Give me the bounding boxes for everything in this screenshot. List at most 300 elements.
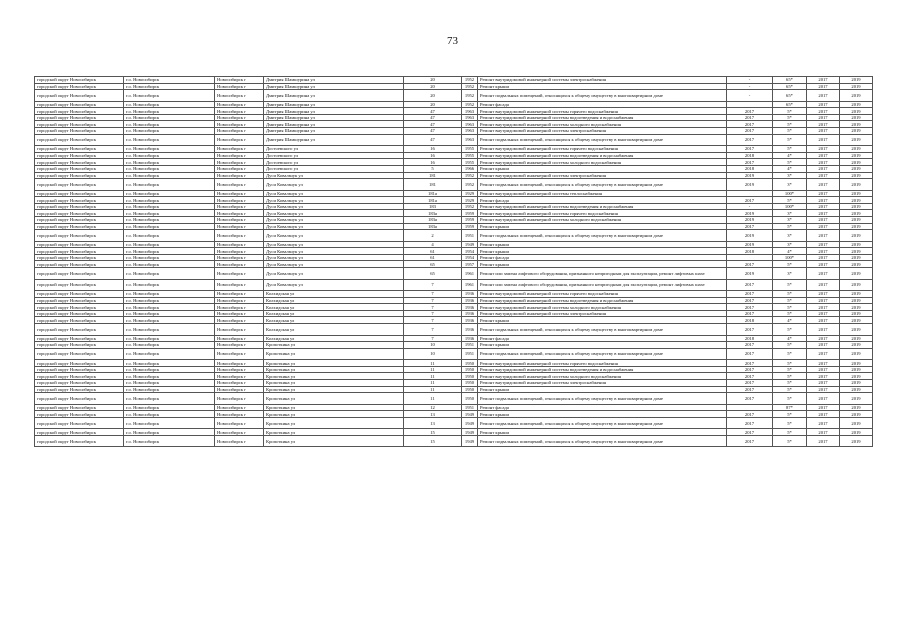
planned-year-cell: 2017 — [727, 197, 773, 204]
wear-cell: 5* — [773, 279, 807, 291]
build-year-cell: 1952 — [462, 90, 478, 102]
district-cell: г.о. Новосибирск — [124, 241, 215, 248]
district-cell: г.о. Новосибирск — [124, 335, 215, 342]
build-year-cell: 1957 — [462, 261, 478, 268]
district-cell: г.о. Новосибирск — [124, 190, 215, 197]
planned-year-cell — [727, 254, 773, 261]
district-cell: г.о. Новосибирск — [124, 304, 215, 311]
house-number-cell: 7 — [404, 304, 462, 311]
district-cell: г.о. Новосибирск — [124, 128, 215, 135]
house-number-cell: 65 — [404, 268, 462, 280]
settlement-cell: Новосибирск г — [215, 152, 264, 159]
district-cell: г.о. Новосибирск — [124, 83, 215, 90]
period-start-cell: 2017 — [807, 324, 840, 336]
build-year-cell: 1950 — [462, 360, 478, 367]
build-year-cell: 1959 — [462, 210, 478, 217]
planned-year-cell: 2019 — [727, 268, 773, 280]
work-type-cell: Ремонт крыши — [478, 241, 727, 248]
municipality-cell: городской округ Новосибирск — [35, 210, 124, 217]
table-row — [35, 248, 873, 255]
table-row — [35, 230, 873, 242]
street-cell: Дмитрия Шамшурина ул — [264, 121, 404, 128]
municipality-cell: городской округ Новосибирск — [35, 304, 124, 311]
build-year-cell: 1952 — [462, 203, 478, 210]
period-start-cell: 2017 — [807, 386, 840, 393]
build-year-cell: 1949 — [462, 435, 478, 447]
planned-year-cell: 2017 — [727, 159, 773, 166]
house-number-cell: 12 — [404, 404, 462, 411]
table-row — [35, 342, 873, 349]
municipality-cell: городской округ Новосибирск — [35, 373, 124, 380]
house-number-cell: 183 — [404, 203, 462, 210]
house-number-cell: 183а — [404, 223, 462, 230]
work-type-cell: Ремонт внутридомовой инженерной системы водоотведения и водоснабжения — [478, 203, 727, 210]
period-end-cell: 2019 — [840, 366, 873, 373]
street-cell: Кропоткина ул — [264, 342, 404, 349]
street-cell: Дмитрия Шамшурина ул — [264, 114, 404, 121]
period-end-cell: 2019 — [840, 108, 873, 115]
wear-cell: 3* — [773, 210, 807, 217]
table-row — [35, 268, 873, 280]
wear-cell: 5* — [773, 114, 807, 121]
planned-year-cell: 2017 — [727, 121, 773, 128]
table-row — [35, 210, 873, 217]
planned-year-cell: 2019 — [727, 241, 773, 248]
wear-cell: 3* — [773, 268, 807, 280]
street-cell: Достоевского ул — [264, 152, 404, 159]
table-row — [35, 90, 873, 102]
house-number-cell: 47 — [404, 108, 462, 115]
period-end-cell: 2019 — [840, 348, 873, 360]
district-cell: г.о. Новосибирск — [124, 254, 215, 261]
work-type-cell: Ремонт внутридомовой инженерной системы электроснабжения — [478, 77, 727, 84]
work-type-cell: Ремонт внутридомовой инженерной системы электроснабжения — [478, 310, 727, 317]
municipality-cell: городской округ Новосибирск — [35, 77, 124, 84]
work-type-cell: Ремонт внутридомовой инженерной системы электроснабжения — [478, 128, 727, 135]
street-cell: Дуси Ковальчук ул — [264, 197, 404, 204]
period-start-cell: 2017 — [807, 121, 840, 128]
period-start-cell: 2017 — [807, 254, 840, 261]
work-type-cell: Ремонт фасада — [478, 101, 727, 108]
period-start-cell: 2017 — [807, 261, 840, 268]
house-number-cell: 5 — [404, 165, 462, 172]
period-end-cell: 2019 — [840, 134, 873, 146]
page-number: 73 — [447, 35, 458, 47]
municipality-cell: городской округ Новосибирск — [35, 241, 124, 248]
table-row — [35, 128, 873, 135]
work-type-cell: Ремонт или замена лифтового оборудования, признанного непригодным для эксплуатации, ремонт лифтовых шахт — [478, 268, 727, 280]
house-number-cell: 7 — [404, 324, 462, 336]
table-row — [35, 254, 873, 261]
build-year-cell: 1954 — [462, 248, 478, 255]
period-start-cell: 2017 — [807, 203, 840, 210]
work-type-cell: Ремонт внутридомовой инженерной системы горячего водоснабжения — [478, 108, 727, 115]
wear-cell: 3* — [773, 217, 807, 224]
table-row — [35, 411, 873, 418]
period-start-cell: 2017 — [807, 310, 840, 317]
district-cell: г.о. Новосибирск — [124, 210, 215, 217]
house-number-cell: 16 — [404, 152, 462, 159]
municipality-cell: городской округ Новосибирск — [35, 230, 124, 242]
wear-cell: 3* — [773, 172, 807, 179]
table-row — [35, 108, 873, 115]
period-end-cell: 2019 — [840, 241, 873, 248]
period-end-cell: 2019 — [840, 230, 873, 242]
period-start-cell: 2017 — [807, 90, 840, 102]
period-start-cell: 2017 — [807, 165, 840, 172]
table-row — [35, 83, 873, 90]
house-number-cell: 47 — [404, 134, 462, 146]
table-row — [35, 190, 873, 197]
period-end-cell: 2019 — [840, 411, 873, 418]
street-cell: Колхидская ул — [264, 291, 404, 298]
planned-year-cell: 2017 — [727, 435, 773, 447]
settlement-cell: Новосибирск г — [215, 268, 264, 280]
municipality-cell: городской округ Новосибирск — [35, 254, 124, 261]
municipality-cell: городской округ Новосибирск — [35, 223, 124, 230]
period-end-cell: 2019 — [840, 77, 873, 84]
street-cell: Кропоткина ул — [264, 417, 404, 429]
district-cell: г.о. Новосибирск — [124, 159, 215, 166]
municipality-cell: городской округ Новосибирск — [35, 146, 124, 153]
work-type-cell: Ремонт подвальных помещений, относящихся к общему имуществу в многоквартирном доме — [478, 435, 727, 447]
municipality-cell: городской округ Новосибирск — [35, 429, 124, 436]
build-year-cell: 1949 — [462, 417, 478, 429]
district-cell: г.о. Новосибирск — [124, 134, 215, 146]
wear-cell: 5* — [773, 429, 807, 436]
house-number-cell: 47 — [404, 128, 462, 135]
period-start-cell: 2017 — [807, 373, 840, 380]
period-end-cell: 2019 — [840, 101, 873, 108]
district-cell: г.о. Новосибирск — [124, 261, 215, 268]
build-year-cell: 1951 — [462, 404, 478, 411]
district-cell: г.о. Новосибирск — [124, 360, 215, 367]
district-cell: г.о. Новосибирск — [124, 417, 215, 429]
period-end-cell: 2019 — [840, 179, 873, 191]
house-number-cell: 10 — [404, 342, 462, 349]
settlement-cell: Новосибирск г — [215, 241, 264, 248]
table-row — [35, 159, 873, 166]
house-number-cell: 11 — [404, 366, 462, 373]
district-cell: г.о. Новосибирск — [124, 223, 215, 230]
house-number-cell: 7 — [404, 291, 462, 298]
house-number-cell: 11 — [404, 373, 462, 380]
work-type-cell: Ремонт крыши — [478, 165, 727, 172]
district-cell: г.о. Новосибирск — [124, 366, 215, 373]
wear-cell: 5* — [773, 310, 807, 317]
street-cell: Дуси Ковальчук ул — [264, 268, 404, 280]
build-year-cell: 1950 — [462, 393, 478, 405]
wear-cell: 5* — [773, 380, 807, 387]
wear-cell: 65* — [773, 83, 807, 90]
build-year-cell: 1961 — [462, 268, 478, 280]
street-cell: Достоевского ул — [264, 159, 404, 166]
planned-year-cell: 2017 — [727, 223, 773, 230]
settlement-cell: Новосибирск г — [215, 172, 264, 179]
work-type-cell: Ремонт фасада — [478, 254, 727, 261]
table-row — [35, 386, 873, 393]
street-cell: Кропоткина ул — [264, 429, 404, 436]
wear-cell: 4* — [773, 248, 807, 255]
work-type-cell: Ремонт или замена лифтового оборудования, признанного непригодным для эксплуатации, ремонт лифтовых шахт — [478, 279, 727, 291]
district-cell: г.о. Новосибирск — [124, 217, 215, 224]
house-number-cell: 20 — [404, 101, 462, 108]
house-number-cell: 181 — [404, 172, 462, 179]
table-row — [35, 114, 873, 121]
settlement-cell: Новосибирск г — [215, 404, 264, 411]
settlement-cell: Новосибирск г — [215, 77, 264, 84]
municipality-cell: городской округ Новосибирск — [35, 172, 124, 179]
period-end-cell: 2019 — [840, 380, 873, 387]
municipality-cell: городской округ Новосибирск — [35, 90, 124, 102]
period-start-cell: 2017 — [807, 210, 840, 217]
settlement-cell: Новосибирск г — [215, 197, 264, 204]
build-year-cell: 1949 — [462, 241, 478, 248]
build-year-cell: 1936 — [462, 297, 478, 304]
period-end-cell: 2019 — [840, 128, 873, 135]
district-cell: г.о. Новосибирск — [124, 77, 215, 84]
period-start-cell: 2017 — [807, 417, 840, 429]
period-start-cell: 2017 — [807, 348, 840, 360]
house-number-cell: 4 — [404, 241, 462, 248]
municipality-cell: городской округ Новосибирск — [35, 203, 124, 210]
planned-year-cell — [727, 101, 773, 108]
street-cell: Дуси Ковальчук ул — [264, 254, 404, 261]
wear-cell: 4* — [773, 317, 807, 324]
settlement-cell: Новосибирск г — [215, 310, 264, 317]
planned-year-cell: 2019 — [727, 179, 773, 191]
street-cell: Достоевского ул — [264, 165, 404, 172]
municipality-cell: городской округ Новосибирск — [35, 248, 124, 255]
planned-year-cell: 2018 — [727, 248, 773, 255]
wear-cell: 100* — [773, 254, 807, 261]
work-type-cell: Ремонт внутридомовой инженерной системы холодного водоснабжения — [478, 159, 727, 166]
table-row — [35, 179, 873, 191]
wear-cell: 5* — [773, 411, 807, 418]
wear-cell: 5* — [773, 348, 807, 360]
street-cell: Дуси Ковальчук ул — [264, 261, 404, 268]
planned-year-cell: 2017 — [727, 304, 773, 311]
settlement-cell: Новосибирск г — [215, 324, 264, 336]
period-end-cell: 2019 — [840, 373, 873, 380]
wear-cell: 5* — [773, 324, 807, 336]
period-start-cell: 2017 — [807, 366, 840, 373]
district-cell: г.о. Новосибирск — [124, 348, 215, 360]
build-year-cell: 1929 — [462, 197, 478, 204]
street-cell: Кропоткина ул — [264, 373, 404, 380]
planned-year-cell: 2019 — [727, 230, 773, 242]
settlement-cell: Новосибирск г — [215, 121, 264, 128]
district-cell: г.о. Новосибирск — [124, 435, 215, 447]
settlement-cell: Новосибирск г — [215, 342, 264, 349]
settlement-cell: Новосибирск г — [215, 203, 264, 210]
street-cell: Колхидская ул — [264, 317, 404, 324]
planned-year-cell: 2017 — [727, 297, 773, 304]
street-cell: Дуси Ковальчук ул — [264, 190, 404, 197]
settlement-cell: Новосибирск г — [215, 83, 264, 90]
period-end-cell: 2019 — [840, 268, 873, 280]
wear-cell: 5* — [773, 223, 807, 230]
house-number-cell: 181а — [404, 190, 462, 197]
period-end-cell: 2019 — [840, 114, 873, 121]
work-type-cell: Ремонт крыши — [478, 342, 727, 349]
house-number-cell: 13 — [404, 411, 462, 418]
table-row — [35, 404, 873, 411]
wear-cell: 4* — [773, 335, 807, 342]
planned-year-cell: 2017 — [727, 342, 773, 349]
work-type-cell: Ремонт подвальных помещений, относящихся к общему имуществу в многоквартирном доме — [478, 134, 727, 146]
planned-year-cell: 2017 — [727, 417, 773, 429]
street-cell: Дмитрия Шамшурина ул — [264, 128, 404, 135]
settlement-cell: Новосибирск г — [215, 360, 264, 367]
municipality-cell: городской округ Новосибирск — [35, 217, 124, 224]
settlement-cell: Новосибирск г — [215, 179, 264, 191]
street-cell: Колхидская ул — [264, 297, 404, 304]
period-start-cell: 2017 — [807, 317, 840, 324]
period-end-cell: 2019 — [840, 223, 873, 230]
wear-cell: 5* — [773, 261, 807, 268]
period-start-cell: 2017 — [807, 217, 840, 224]
street-cell: Кропоткина ул — [264, 411, 404, 418]
period-start-cell: 2017 — [807, 335, 840, 342]
period-end-cell: 2019 — [840, 360, 873, 367]
build-year-cell: 1952 — [462, 77, 478, 84]
settlement-cell: Новосибирск г — [215, 366, 264, 373]
period-start-cell: 2017 — [807, 128, 840, 135]
street-cell: Дмитрия Шамшурина ул — [264, 77, 404, 84]
house-number-cell: 11 — [404, 386, 462, 393]
period-start-cell: 2017 — [807, 83, 840, 90]
build-year-cell: 1963 — [462, 134, 478, 146]
settlement-cell: Новосибирск г — [215, 101, 264, 108]
period-start-cell: 2017 — [807, 393, 840, 405]
wear-cell: 5* — [773, 197, 807, 204]
wear-cell: 5* — [773, 108, 807, 115]
planned-year-cell: 2017 — [727, 291, 773, 298]
municipality-cell: городской округ Новосибирск — [35, 291, 124, 298]
work-type-cell: Ремонт подвальных помещений, относящихся к общему имуществу в многоквартирном доме — [478, 90, 727, 102]
build-year-cell: 1963 — [462, 121, 478, 128]
build-year-cell: 1951 — [462, 230, 478, 242]
build-year-cell: 1949 — [462, 411, 478, 418]
planned-year-cell: - — [727, 77, 773, 84]
wear-cell: 3* — [773, 179, 807, 191]
period-end-cell: 2019 — [840, 210, 873, 217]
work-type-cell: Ремонт внутридомовой инженерной системы электроснабжения — [478, 172, 727, 179]
work-type-cell: Ремонт крыши — [478, 317, 727, 324]
work-type-cell: Ремонт внутридомовой инженерной системы горячего водоснабжения — [478, 146, 727, 153]
street-cell: Дуси Ковальчук ул — [264, 279, 404, 291]
settlement-cell: Новосибирск г — [215, 210, 264, 217]
settlement-cell: Новосибирск г — [215, 417, 264, 429]
house-number-cell: 15 — [404, 429, 462, 436]
period-start-cell: 2017 — [807, 248, 840, 255]
period-end-cell: 2019 — [840, 417, 873, 429]
period-end-cell: 2019 — [840, 248, 873, 255]
district-cell: г.о. Новосибирск — [124, 108, 215, 115]
work-type-cell: Ремонт внутридомовой инженерной системы водоотведения и водоснабжения — [478, 366, 727, 373]
build-year-cell: 1963 — [462, 114, 478, 121]
planned-year-cell: 2018 — [727, 335, 773, 342]
settlement-cell: Новосибирск г — [215, 146, 264, 153]
work-type-cell: Ремонт крыши — [478, 261, 727, 268]
planned-year-cell: 2017 — [727, 360, 773, 367]
district-cell: г.о. Новосибирск — [124, 172, 215, 179]
work-type-cell: Ремонт крыши — [478, 223, 727, 230]
table-row — [35, 335, 873, 342]
period-end-cell: 2019 — [840, 429, 873, 436]
street-cell: Дуси Ковальчук ул — [264, 179, 404, 191]
period-end-cell: 2019 — [840, 172, 873, 179]
work-type-cell: Ремонт внутридомовой инженерной системы водоотведения и водоснабжения — [478, 114, 727, 121]
wear-cell: 100* — [773, 190, 807, 197]
settlement-cell: Новосибирск г — [215, 90, 264, 102]
district-cell: г.о. Новосибирск — [124, 342, 215, 349]
period-start-cell: 2017 — [807, 411, 840, 418]
build-year-cell: 1952 — [462, 179, 478, 191]
street-cell: Кропоткина ул — [264, 393, 404, 405]
street-cell: Дуси Ковальчук ул — [264, 217, 404, 224]
settlement-cell: Новосибирск г — [215, 114, 264, 121]
period-end-cell: 2019 — [840, 297, 873, 304]
street-cell: Кропоткина ул — [264, 348, 404, 360]
work-type-cell: Ремонт крыши — [478, 248, 727, 255]
period-end-cell: 2019 — [840, 386, 873, 393]
municipality-cell: городской округ Новосибирск — [35, 179, 124, 191]
municipality-cell: городской округ Новосибирск — [35, 268, 124, 280]
house-number-cell: 20 — [404, 90, 462, 102]
wear-cell: 5* — [773, 435, 807, 447]
street-cell: Дуси Ковальчук ул — [264, 210, 404, 217]
period-end-cell: 2019 — [840, 261, 873, 268]
table-row — [35, 417, 873, 429]
settlement-cell: Новосибирск г — [215, 190, 264, 197]
table-row — [35, 393, 873, 405]
wear-cell: 5* — [773, 417, 807, 429]
municipality-cell: городской округ Новосибирск — [35, 417, 124, 429]
district-cell: г.о. Новосибирск — [124, 411, 215, 418]
build-year-cell: 1929 — [462, 190, 478, 197]
street-cell: Кропоткина ул — [264, 366, 404, 373]
build-year-cell: 1950 — [462, 386, 478, 393]
house-number-cell: 183а — [404, 210, 462, 217]
municipality-cell: городской округ Новосибирск — [35, 386, 124, 393]
period-end-cell: 2019 — [840, 310, 873, 317]
house-number-cell: 61 — [404, 254, 462, 261]
settlement-cell: Новосибирск г — [215, 217, 264, 224]
table-row — [35, 134, 873, 146]
build-year-cell: 1955 — [462, 152, 478, 159]
district-cell: г.о. Новосибирск — [124, 90, 215, 102]
district-cell: г.о. Новосибирск — [124, 165, 215, 172]
municipality-cell: городской округ Новосибирск — [35, 121, 124, 128]
district-cell: г.о. Новосибирск — [124, 429, 215, 436]
planned-year-cell: 2017 — [727, 134, 773, 146]
table-body — [35, 77, 873, 447]
planned-year-cell: 2017 — [727, 324, 773, 336]
planned-year-cell: 2018 — [727, 152, 773, 159]
table-row — [35, 223, 873, 230]
work-type-cell: Ремонт фасада — [478, 197, 727, 204]
municipality-cell: городской округ Новосибирск — [35, 261, 124, 268]
settlement-cell: Новосибирск г — [215, 373, 264, 380]
period-end-cell: 2019 — [840, 254, 873, 261]
house-number-cell: 7 — [404, 310, 462, 317]
period-start-cell: 2017 — [807, 230, 840, 242]
municipality-cell: городской округ Новосибирск — [35, 279, 124, 291]
settlement-cell: Новосибирск г — [215, 386, 264, 393]
period-end-cell: 2019 — [840, 121, 873, 128]
